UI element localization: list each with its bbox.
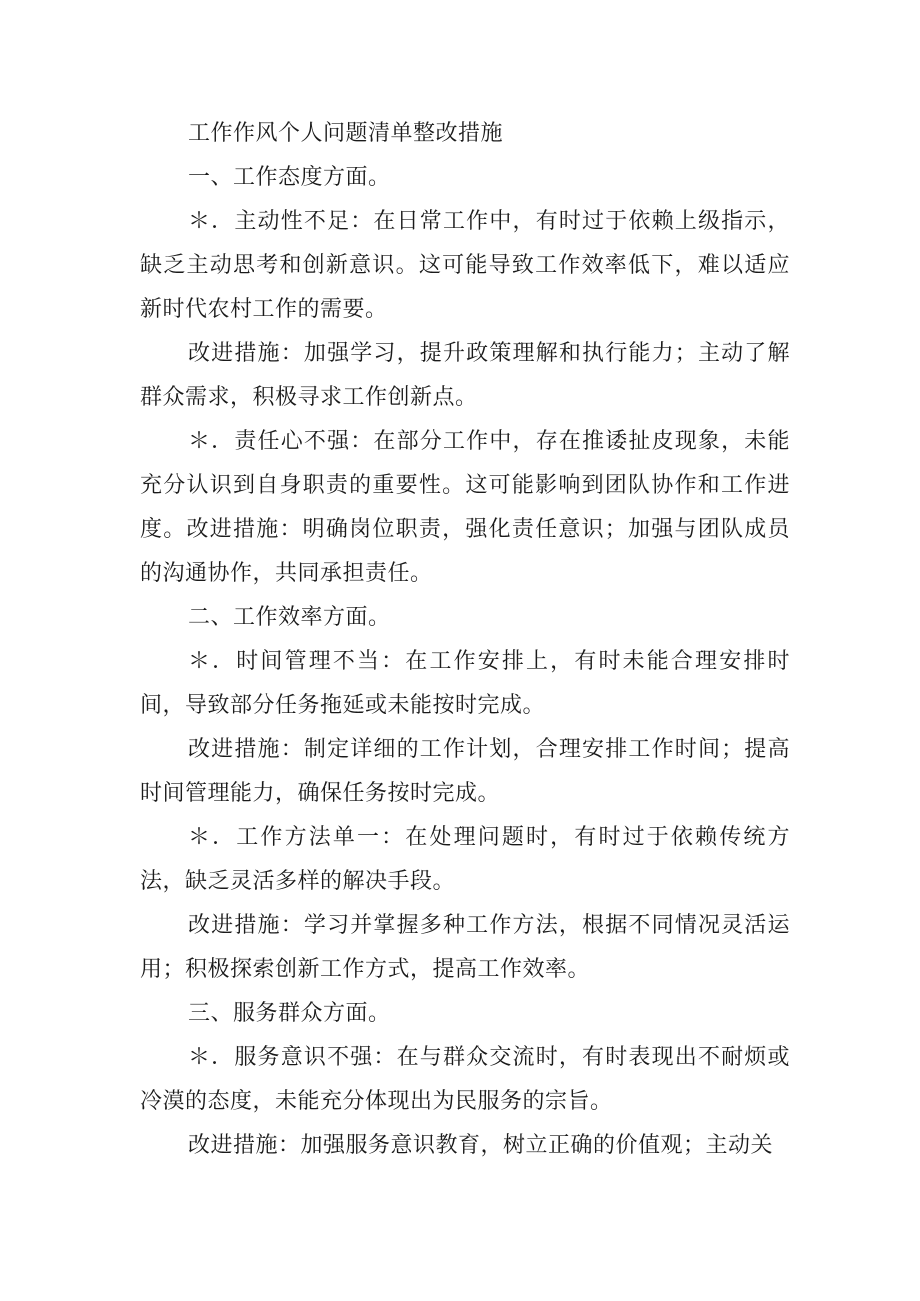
section-heading-service: 三、服务群众方面。 — [188, 1001, 391, 1026]
section-heading-efficiency: 二、工作效率方面。 — [188, 605, 391, 630]
issue-paragraph: ＊．主动性不足：在日常工作中，有时过于依赖上级指示，缺乏主动思考和创新意识。这可能导致工作效率低下，难以适应新时代农村工作的需要。 — [140, 209, 790, 322]
measure-paragraph: 改进措施：制定详细的工作计划，合理安排工作时间；提高时间管理能力，确保任务按时完成。 — [140, 737, 790, 806]
issue-paragraph: ＊．工作方法单一：在处理问题时，有时过于依赖传统方法，缺乏灵活多样的解决手段。 — [140, 825, 790, 894]
measure-paragraph: 改进措施：学习并掌握多种工作方法，根据不同情况灵活运用；积极探索创新工作方式，提高工作效率。 — [140, 913, 790, 982]
section-heading-attitude: 一、工作态度方面。 — [188, 165, 391, 190]
issue-paragraph: ＊．时间管理不当：在工作安排上，有时未能合理安排时间，导致部分任务拖延或未能按时完成。 — [140, 649, 790, 718]
document-body — [140, 112, 790, 1168]
measure-paragraph: 改进措施：加强服务意识教育，树立正确的价值观；主动关 — [188, 1133, 774, 1158]
issue-paragraph: ＊．服务意识不强：在与群众交流时，有时表现出不耐烦或冷漠的态度，未能充分体现出为民服务的宗旨。 — [140, 1045, 790, 1114]
issue-paragraph: ＊．责任心不强：在部分工作中，存在推诿扯皮现象，未能充分认识到自身职责的重要性。这可能影响到团队协作和工作进度。改进措施：明确岗位职责，强化责任意识；加强与团队成员的沟通协作，共同承担责任。 — [140, 429, 790, 586]
document-title: 工作作风个人问题清单整改措施 — [188, 121, 504, 146]
measure-paragraph: 改进措施：加强学习，提升政策理解和执行能力；主动了解群众需求，积极寻求工作创新点。 — [140, 341, 790, 410]
